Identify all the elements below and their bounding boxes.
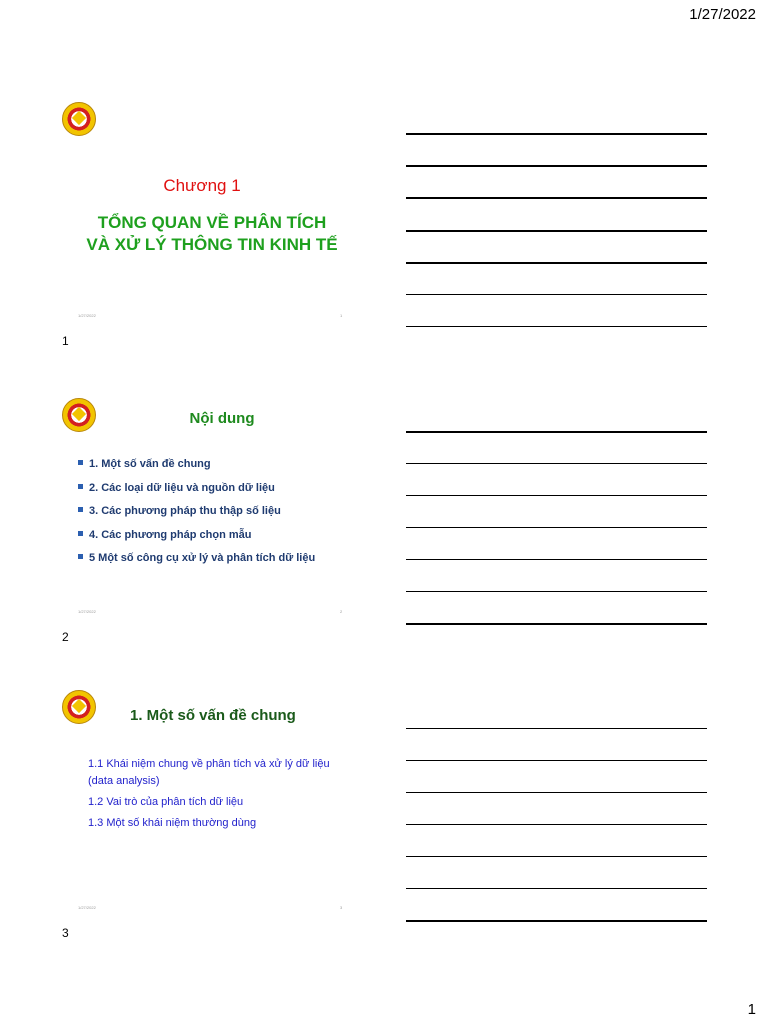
list-item: 5 Một số công cụ xử lý và phân tích dữ liệu bbox=[78, 550, 315, 574]
university-logo-icon bbox=[62, 398, 96, 432]
slide-footer-date: 1/27/2022 bbox=[78, 609, 96, 614]
slide-1 bbox=[52, 80, 352, 350]
list-item: 1.1 Khái niệm chung về phân tích và xử lý dữ liệu (data analysis) bbox=[88, 758, 330, 787]
note-line bbox=[406, 495, 707, 496]
note-line bbox=[406, 888, 707, 889]
note-line bbox=[406, 165, 707, 167]
list-item: 4. Các phương pháp chọn mẫu bbox=[78, 527, 315, 551]
slide-index: 2 bbox=[62, 630, 69, 644]
note-line bbox=[406, 623, 707, 625]
page-date: 1/27/2022 bbox=[689, 6, 756, 23]
list-item: 1. Một số vấn đề chung bbox=[78, 456, 315, 480]
square-bullet-icon bbox=[78, 484, 83, 489]
university-logo-icon bbox=[62, 690, 96, 724]
list-item: 1.2 Vai trò của phân tích dữ liệu bbox=[88, 796, 244, 808]
square-bullet-icon bbox=[78, 531, 83, 536]
note-line bbox=[406, 559, 707, 560]
note-line bbox=[406, 591, 707, 592]
note-line bbox=[406, 294, 707, 295]
note-line bbox=[406, 463, 707, 464]
slide-3 bbox=[52, 672, 352, 942]
slide-footer-number: 2 bbox=[340, 609, 343, 614]
chapter-title-line-2: VÀ XỬ LÝ THÔNG TIN KINH TẾ bbox=[86, 235, 338, 254]
square-bullet-icon bbox=[78, 507, 83, 512]
note-line bbox=[406, 262, 707, 264]
note-line bbox=[406, 197, 707, 199]
note-line bbox=[406, 728, 707, 729]
note-line bbox=[406, 527, 707, 528]
chapter-title-line-1: TỔNG QUAN VỀ PHÂN TÍCH bbox=[97, 213, 327, 232]
list-item: 1.3 Một số khái niệm thường dùng bbox=[88, 817, 257, 829]
chapter-label: Chương 1 bbox=[163, 176, 241, 195]
slide-2 bbox=[52, 376, 352, 646]
slide-index: 3 bbox=[62, 926, 69, 940]
slide-footer-number: 3 bbox=[340, 905, 343, 910]
note-line bbox=[406, 792, 707, 793]
note-line bbox=[406, 326, 707, 327]
page-number: 1 bbox=[747, 1001, 756, 1018]
note-line bbox=[406, 133, 707, 135]
note-line bbox=[406, 760, 707, 761]
slide-footer-number: 1 bbox=[340, 313, 343, 318]
note-line bbox=[406, 431, 707, 433]
slide-title: Nội dung bbox=[189, 410, 255, 427]
chapter-title bbox=[52, 212, 372, 256]
slide-index: 1 bbox=[62, 334, 69, 348]
square-bullet-icon bbox=[78, 554, 83, 559]
slide-footer-date: 1/27/2022 bbox=[78, 313, 96, 318]
contents-list bbox=[78, 456, 315, 574]
university-logo-icon bbox=[62, 102, 96, 136]
slide-title: 1. Một số vấn đề chung bbox=[130, 707, 296, 724]
note-line bbox=[406, 856, 707, 857]
note-line bbox=[406, 920, 707, 922]
list-item: 2. Các loại dữ liệu và nguồn dữ liệu bbox=[78, 480, 315, 504]
square-bullet-icon bbox=[78, 460, 83, 465]
slide-footer-date: 1/27/2022 bbox=[78, 905, 96, 910]
note-line bbox=[406, 230, 707, 232]
list-item: 3. Các phương pháp thu thập số liệu bbox=[78, 503, 315, 527]
note-line bbox=[406, 824, 707, 825]
